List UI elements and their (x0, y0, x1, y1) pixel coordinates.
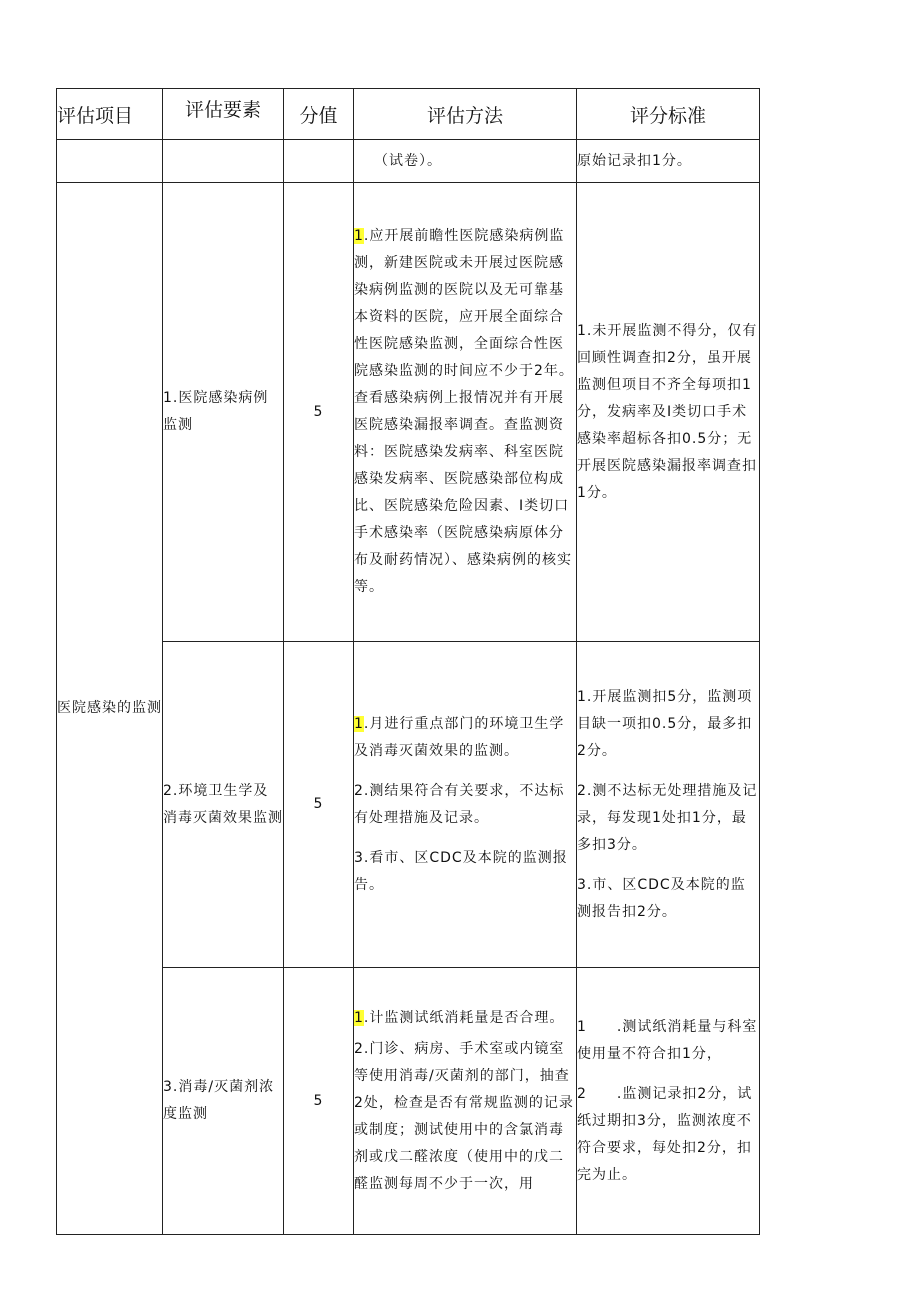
cell-empty (284, 140, 354, 183)
header-criteria: 评分标准 (577, 89, 760, 140)
criteria-paragraph: 2.测不达标无处理措施及记录，每发现1处扣1分，最多扣3分。 (577, 782, 758, 853)
criteria-text (577, 642, 760, 968)
criteria-continuation: 原始记录扣1分。 (577, 140, 760, 183)
method-text (354, 183, 577, 642)
table-header-row (57, 89, 760, 140)
score-value: 5 (284, 968, 354, 1235)
table-row (57, 968, 760, 1235)
method-paragraph: .月进行重点部门的环境卫生学及消毒灭菌效果的监测。 (354, 715, 565, 759)
element-label: 2.环境卫生学及消毒灭菌效果监测 (163, 642, 284, 968)
cell-empty (163, 140, 284, 183)
method-text (354, 968, 577, 1235)
criteria-text: 1.未开展监测不得分，仅有回顾性调查扣2分，虽开展监测但项目不齐全每项扣1分，发病率及I类切口手术感染率超标各扣0.5分；无开展医院感染漏报率调查扣1分。 (577, 183, 760, 642)
highlight-mark: 1 (354, 228, 364, 244)
element-label: 1.医院感染病例监测 (163, 183, 284, 642)
cell-empty (57, 140, 163, 183)
header-score: 分值 (284, 89, 354, 140)
method-paragraph: 2.门诊、病房、手术室或内镜室等使用消毒/灭菌剂的部门，抽查2处，检查是否有常规监测的记录或制度；测试使用中的含氯消毒剂或戊二醛浓度（使用中的戊二醛监测每周不少于一次，用 (354, 1040, 574, 1192)
element-label: 3.消毒/灭菌剂浓度监测 (163, 968, 284, 1235)
highlight-mark: 1 (354, 715, 364, 732)
criteria-paragraph: 1 .测试纸消耗量与科室使用量不符合扣1分， (577, 1018, 758, 1062)
table-row (57, 642, 760, 968)
criteria-paragraph: 2 .监测记录扣2分，试纸过期扣3分，监测浓度不符合要求，每处扣2分，扣完为止。 (577, 1085, 753, 1183)
score-value: 5 (284, 642, 354, 968)
header-element: 评估要素 (163, 89, 284, 140)
criteria-paragraph: 3.市、区CDC及本院的监测报告扣2分。 (577, 876, 746, 920)
criteria-paragraph: 1.开展监测扣5分，监测项目缺一项扣0.5分，最多扣2分。 (577, 688, 753, 759)
method-paragraph: .计监测试纸消耗量是否合理。 (363, 1009, 565, 1026)
score-value: 5 (284, 183, 354, 642)
evaluation-table (56, 88, 760, 1235)
method-paragraph: 2.测结果符合有关要求，不达标有处理措施及记录。 (354, 782, 565, 826)
method-paragraph: .应开展前瞻性医院感染病例监测，新建医院或未开展过医院感染病例监测的医院以及无可靠基本资料的医院，应开展全面综合性医院感染监测，全面综合性医院感染监测的时间应不少于2年。查看感染病例上报情况并有开展医院感染漏报率调查。查监测资料：医院感染发病率、科室医院感染发病率、医院感染部位构成比、医院感染危险因素、I类切口手术感染率（医院感染病原体分布及耐药情况）、感染病例的核实等。 (354, 228, 574, 595)
method-paragraph: 3.看市、区CDC及本院的监测报告。 (354, 849, 568, 893)
method-continuation: （试卷）。 (354, 140, 577, 183)
header-item: 评估项目 (57, 89, 163, 140)
table-row-continuation (57, 140, 760, 183)
table-row (57, 183, 760, 642)
section-item-label: 医院感染的监测 (57, 183, 163, 1235)
header-method: 评估方法 (354, 89, 577, 140)
highlight-mark: 1 (354, 1009, 364, 1026)
criteria-text (577, 968, 760, 1235)
method-text (354, 642, 577, 968)
